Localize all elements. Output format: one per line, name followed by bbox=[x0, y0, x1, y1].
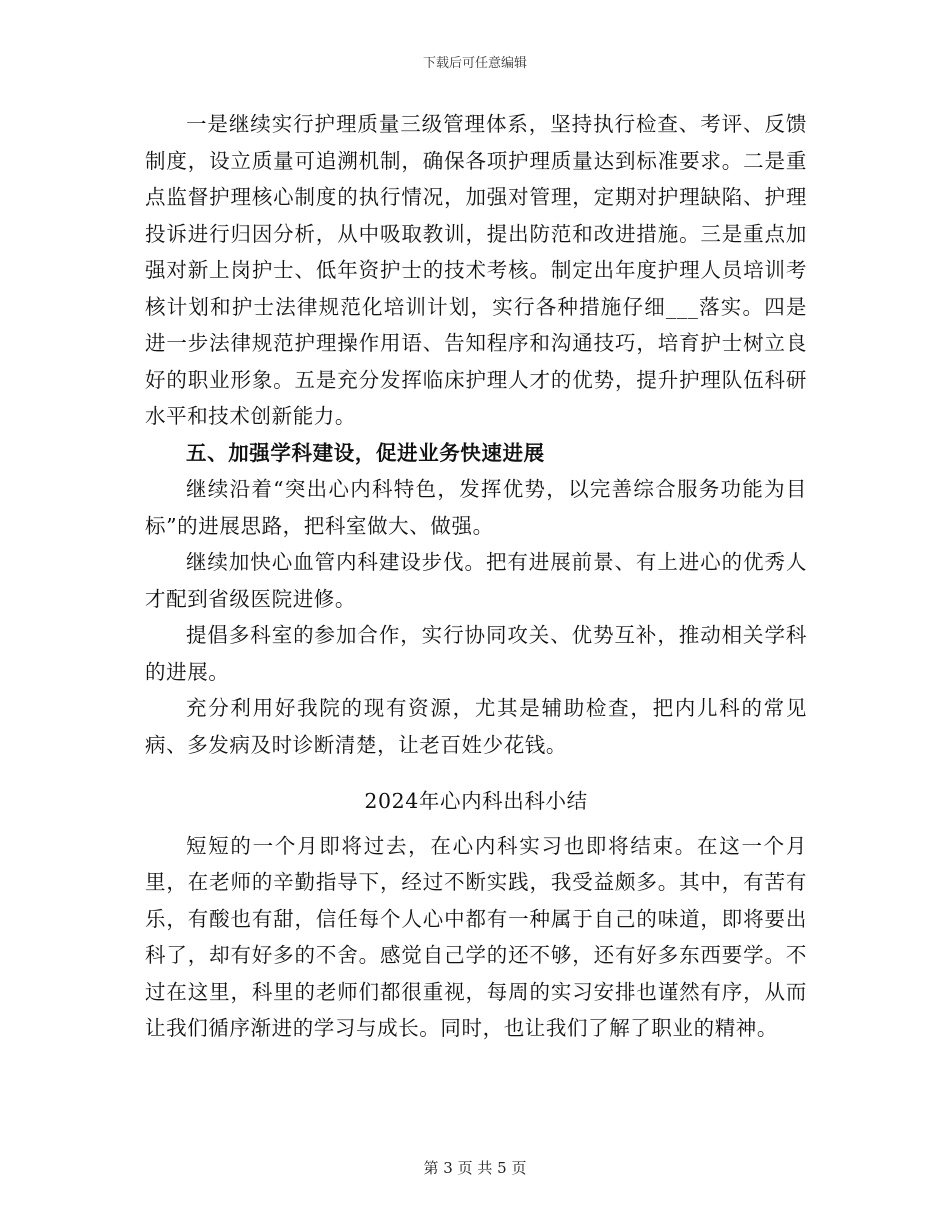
document-body bbox=[145, 106, 807, 1047]
page-header-note: 下载后可任意编辑 bbox=[422, 56, 527, 71]
paragraph-development-idea: 继续沿着“突出心内科特色，发挥优势，以完善综合服务功能为目标”的进展思路，把科室做大、做强。 bbox=[145, 477, 807, 538]
paragraph-resources: 充分利用好我院的现有资源，尤其是辅助检查，把内儿科的常见病、多发病及时诊断清楚，让老百姓少花钱。 bbox=[145, 696, 807, 757]
paragraph-internship-summary: 短短的一个月即将过去，在心内科实习也即将结束。在这一个月里，在老师的辛勤指导下，经过不断实践，我受益颇多。其中，有苦有乐，有酸也有甜，信任每个人心中都有一种属于自己的味道，即将要出科了，却有好多的不舍。感觉自己学的还不够，还有好多东西要学。不过在这里，科里的老师们都很重视，每周的实习安排也谨然有序，从而让我们循序渐进的学习与成长。同时，也让我们了解了职业的精神。 bbox=[145, 833, 807, 1040]
document-title: 2024年心内科出科小结 bbox=[364, 789, 588, 813]
section-heading-discipline: 五、加强学科建设，促进业务快速进展 bbox=[186, 440, 545, 465]
paragraph-cardiology-construction: 继续加快心血管内科建设步伐。把有进展前景、有上进心的优秀人才配到省级医院进修。 bbox=[145, 550, 807, 611]
paragraph-nursing-quality: 一是继续实行护理质量三级管理体系，坚持执行检查、考评、反馈制度，设立质量可追溯机制，确保各项护理质量达到标准要求。二是重点监督护理核心制度的执行情况，加强对管理，定期对护理缺陷、护理投诉进行归因分析，从中吸取教训，提出防范和改进措施。三是重点加强对新上岗护士、低年资护士的技术考核。制定出年度护理人员培训考核计划和护士法律规范化培训计划，实行各种措施仔细___落实。四是进一步法律规范护理操作用语、告知程序和沟通技巧，培育护士树立良好的职业形象。五是充分发挥临床护理人才的优势，提升护理队伍科研水平和技术创新能力。 bbox=[145, 112, 807, 428]
paragraph-cooperation: 提倡多科室的参加合作，实行协同攻关、优势互补，推动相关学科的进展。 bbox=[145, 623, 807, 684]
page-number: 第 3 页 共 5 页 bbox=[423, 1159, 527, 1177]
